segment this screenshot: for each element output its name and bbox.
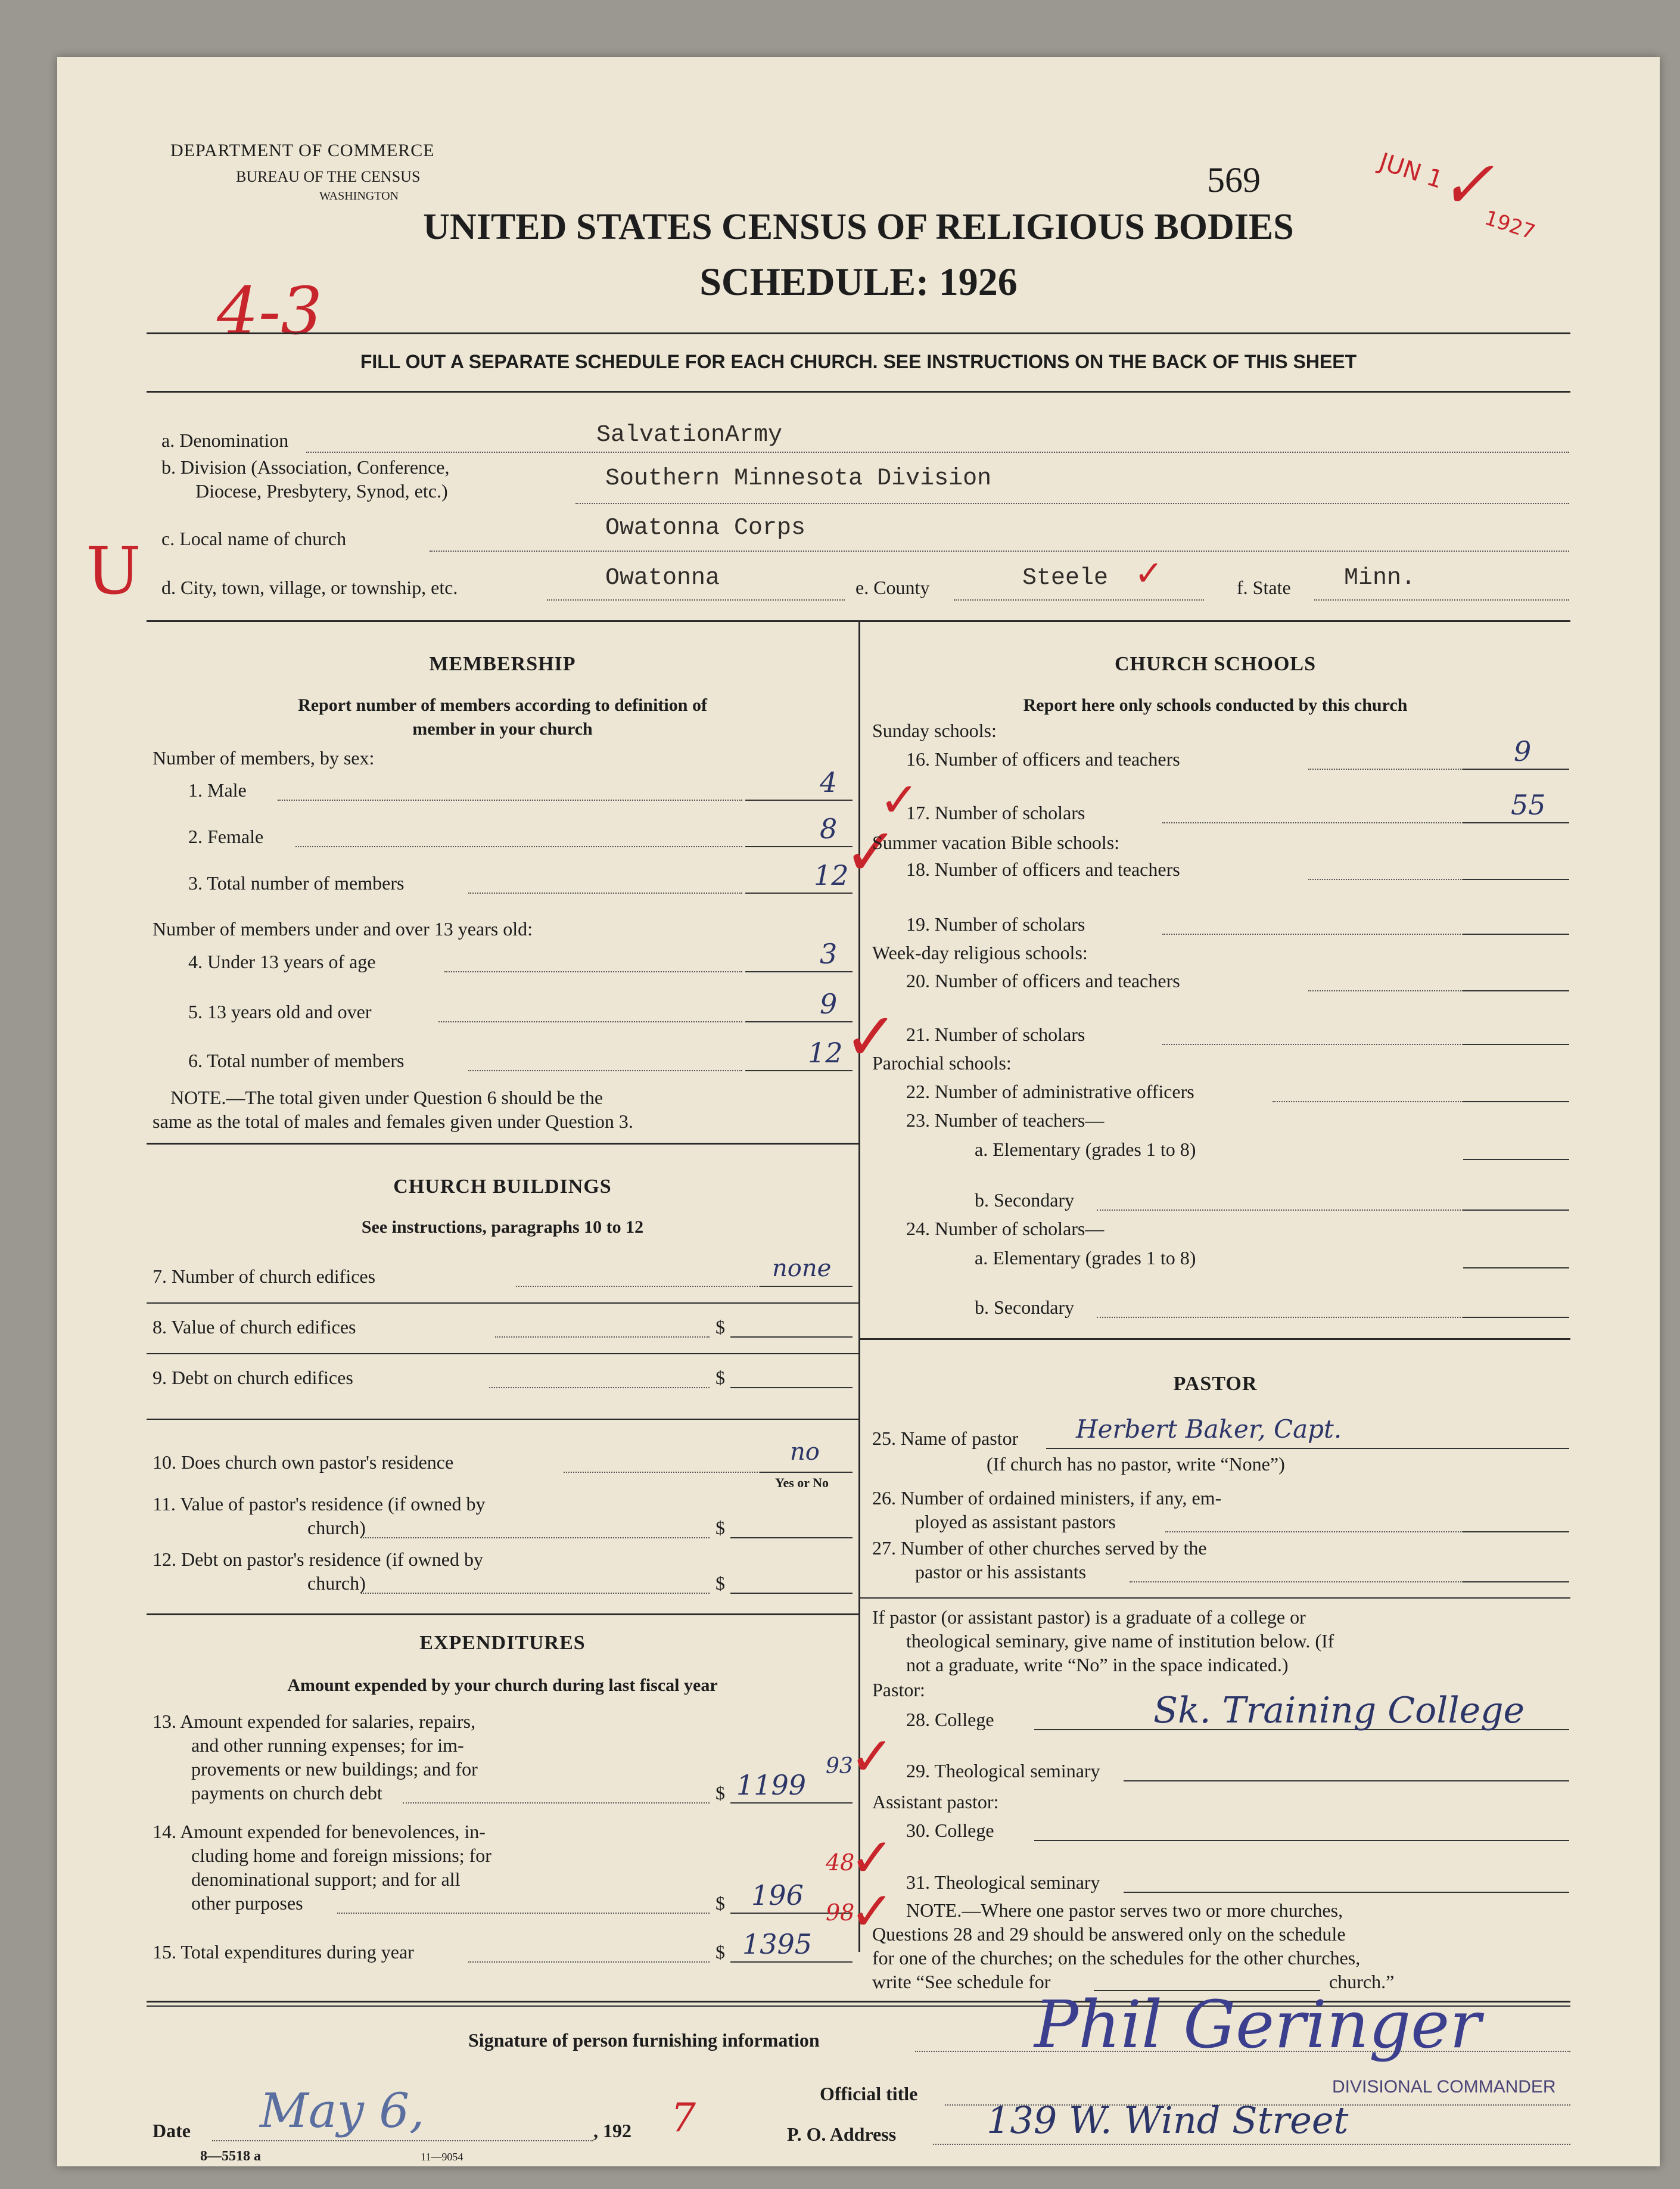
expenditures-sub: Amount expended by your church during last fiscal year xyxy=(287,1675,718,1695)
county-check: ✓ xyxy=(1134,554,1163,593)
bureau-city: WASHINGTON xyxy=(319,189,399,203)
q15-dollar: $ xyxy=(715,1941,725,1963)
census-form-sheet xyxy=(57,57,1660,2166)
pastor-name[interactable]: Herbert Baker, Capt. xyxy=(1076,1414,1342,1444)
pastor-note-3: for one of the churches; on the schedules for the other churches, xyxy=(872,1947,1361,1969)
year-digit[interactable]: 7 xyxy=(671,2095,696,2141)
q13-label-2: and other running expenses; for im- xyxy=(191,1734,464,1756)
q11-dollar: $ xyxy=(715,1517,725,1538)
received-stamp-year: 1927 xyxy=(1481,206,1538,245)
form-number: 569 xyxy=(1207,160,1261,200)
city-label: d. City, town, village, or township, etc. xyxy=(161,577,458,598)
q24a-label: a. Elementary (grades 1 to 8) xyxy=(975,1247,1196,1268)
church-schools-heading: CHURCH SCHOOLS xyxy=(1115,653,1316,675)
membership-note-1: NOTE.—The total given under Question 6 should be the xyxy=(170,1087,603,1108)
q14-answer[interactable]: 196 xyxy=(751,1879,804,1911)
dept-name: DEPARTMENT OF COMMERCE xyxy=(170,141,435,160)
q4-answer[interactable]: 3 xyxy=(820,938,838,970)
q10-answer[interactable]: no xyxy=(790,1438,820,1466)
form-code: 8—5518 a xyxy=(200,2148,261,2164)
by-sex-label: Number of members, by sex: xyxy=(153,747,375,769)
q5-label: 5. 13 years old and over xyxy=(188,1001,372,1022)
summer-schools-label: Summer vacation Bible schools: xyxy=(872,832,1120,853)
q31-label: 31. Theological seminary xyxy=(906,1871,1100,1893)
official-title-label: Official title xyxy=(820,2083,918,2104)
membership-sub-2: member in your church xyxy=(412,719,593,739)
q15-check: ✓ xyxy=(850,1883,895,1942)
handwritten-code: 4-3 xyxy=(217,273,323,349)
q13-check: ✓ xyxy=(850,1728,895,1787)
q14-check: ✓ xyxy=(850,1829,895,1888)
church-buildings-heading: CHURCH BUILDINGS xyxy=(393,1176,612,1198)
q14-dollar: $ xyxy=(715,1892,725,1914)
q17-label: 17. Number of scholars xyxy=(906,802,1085,823)
graduate-instruction-1: If pastor (or assistant pastor) is a graduate of a college or xyxy=(872,1606,1306,1628)
q8-dollar: $ xyxy=(715,1316,725,1338)
graduate-instruction-3: not a graduate, write “No” in the space indicated.) xyxy=(906,1654,1289,1675)
q16-answer[interactable]: 9 xyxy=(1514,735,1532,767)
q6-answer[interactable]: 12 xyxy=(808,1037,843,1069)
q1-label: 1. Male xyxy=(188,779,247,801)
q23a-label: a. Elementary (grades 1 to 8) xyxy=(975,1139,1196,1160)
weekday-schools-label: Week-day religious schools: xyxy=(872,942,1088,963)
separate-schedule-instruction: FILL OUT A SEPARATE SCHEDULE FOR EACH CHURCH. SEE INSTRUCTIONS ON THE BACK OF THIS SHEET xyxy=(360,351,1357,372)
red-check-mark: ✓ xyxy=(1439,147,1495,223)
division-label-2: Diocese, Presbytery, Synod, etc.) xyxy=(195,480,448,502)
q15-label: 15. Total expenditures during year xyxy=(153,1941,414,1963)
pastor-college[interactable]: Sk. Training College xyxy=(1153,1690,1525,1731)
parochial-schools-label: Parochial schools: xyxy=(872,1052,1012,1074)
q20-label: 20. Number of officers and teachers xyxy=(906,970,1180,991)
q12-label-2: church) xyxy=(307,1572,366,1594)
q23-label: 23. Number of teachers— xyxy=(906,1109,1105,1131)
q27-label-2: pastor or his assistants xyxy=(915,1561,1087,1582)
q13-label-4: payments on church debt xyxy=(191,1782,382,1804)
q11-label: 11. Value of pastor's residence (if owned by xyxy=(153,1493,486,1515)
q24-label: 24. Number of scholars— xyxy=(906,1218,1105,1239)
q12-dollar: $ xyxy=(715,1572,725,1594)
q2-answer[interactable]: 8 xyxy=(820,813,838,845)
local-name-label: c. Local name of church xyxy=(161,528,347,549)
q13-cents[interactable]: 93 xyxy=(826,1754,853,1778)
graduate-instruction-2: theological seminary, give name of institution below. (If xyxy=(906,1630,1334,1652)
q23b-label: b. Secondary xyxy=(975,1189,1075,1211)
membership-heading: MEMBERSHIP xyxy=(429,653,576,675)
po-address-label: P. O. Address xyxy=(787,2123,897,2145)
q9-dollar: $ xyxy=(715,1367,725,1388)
q21-label: 21. Number of scholars xyxy=(906,1024,1085,1045)
church-schools-sub: Report here only schools conducted by this church xyxy=(1023,695,1408,715)
expenditures-heading: EXPENDITURES xyxy=(419,1632,586,1654)
year-prefix: , 192 xyxy=(593,2120,631,2141)
q28-label: 28. College xyxy=(906,1709,994,1730)
q3-answer[interactable]: 12 xyxy=(814,859,849,891)
q4-label: 4. Under 13 years of age xyxy=(188,951,376,972)
q10-label: 10. Does church own pastor's residence xyxy=(153,1451,454,1473)
denomination-value[interactable]: SalvationArmy xyxy=(596,422,783,449)
q14-label-2: cluding home and foreign missions; for xyxy=(191,1845,491,1866)
local-name-value[interactable]: Owatonna Corps xyxy=(605,515,806,542)
q13-answer[interactable]: 1199 xyxy=(736,1769,807,1801)
pastor-note-2: Questions 28 and 29 should be answered only on the schedule xyxy=(872,1923,1346,1945)
county-label: e. County xyxy=(855,577,930,598)
q25-label: 25. Name of pastor xyxy=(872,1428,1019,1449)
schedule-title: SCHEDULE: 1926 xyxy=(699,260,1018,304)
city-value[interactable]: Owatonna xyxy=(605,565,720,592)
signature[interactable]: Phil Geringer xyxy=(1034,1986,1481,2063)
q30-label: 30. College xyxy=(906,1820,994,1841)
signature-label: Signature of person furnishing information xyxy=(468,2029,820,2051)
q1-answer[interactable]: 4 xyxy=(820,766,838,798)
q2-label: 2. Female xyxy=(188,826,264,847)
pastor-note-4: write “See schedule for xyxy=(872,1971,1051,1992)
q16-label: 16. Number of officers and teachers xyxy=(906,748,1180,770)
pastor-subheading: Pastor: xyxy=(872,1679,925,1700)
q13-dollar: $ xyxy=(715,1782,725,1804)
q3-check: ✓ xyxy=(844,816,899,889)
q26-label-2: ployed as assistant pastors xyxy=(915,1511,1116,1532)
q29-label: 29. Theological seminary xyxy=(906,1760,1100,1781)
official-title-value[interactable]: DIVISIONAL COMMANDER xyxy=(1332,2077,1556,2097)
county-value[interactable]: Steele xyxy=(1022,565,1109,592)
q25-note: (If church has no pastor, write “None”) xyxy=(987,1453,1285,1475)
q26-label: 26. Number of ordained ministers, if any, em- xyxy=(872,1487,1222,1509)
q14-label-4: other purposes xyxy=(191,1892,303,1914)
date-label: Date xyxy=(153,2120,191,2141)
q19-label: 19. Number of scholars xyxy=(906,913,1085,935)
received-stamp-date: JUN 1 xyxy=(1376,148,1446,194)
age-heading: Number of members under and over 13 years old: xyxy=(153,918,533,940)
po-address-value[interactable]: 139 W. Wind Street xyxy=(987,2098,1349,2142)
membership-note-2: same as the total of males and females given under Question 3. xyxy=(153,1111,633,1132)
q17-check: ✓ xyxy=(879,775,920,827)
q6-label: 6. Total number of members xyxy=(188,1050,405,1071)
pastor-note-5: church.” xyxy=(1329,1971,1395,1992)
membership-sub-1: Report number of members according to definition of xyxy=(298,695,707,715)
margin-mark: U xyxy=(86,533,141,609)
division-label: b. Division (Association, Conference, xyxy=(161,456,450,478)
q12-label: 12. Debt on pastor's residence (if owned by xyxy=(153,1549,483,1570)
yes-or-no-hint: Yes or No xyxy=(775,1475,829,1490)
q24b-label: b. Secondary xyxy=(975,1296,1075,1318)
state-label: f. State xyxy=(1237,577,1291,598)
q6-check: ✓ xyxy=(844,1001,899,1074)
q5-answer[interactable]: 9 xyxy=(820,988,838,1020)
q22-label: 22. Number of administrative officers xyxy=(906,1081,1194,1102)
q27-label: 27. Number of other churches served by the xyxy=(872,1537,1207,1559)
print-code: 11—9054 xyxy=(421,2151,463,2163)
q3-label: 3. Total number of members xyxy=(188,872,405,894)
q14-cents[interactable]: 48 xyxy=(826,1849,855,1876)
q13-label-3: provements or new buildings; and for xyxy=(191,1758,478,1780)
q15-cents[interactable]: 98 xyxy=(826,1899,855,1926)
bureau-name: BUREAU OF THE CENSUS xyxy=(236,168,421,185)
church-buildings-sub: See instructions, paragraphs 10 to 12 xyxy=(361,1217,644,1237)
sunday-schools-label: Sunday schools: xyxy=(872,720,997,741)
q18-label: 18. Number of officers and teachers xyxy=(906,859,1180,880)
assistant-pastor-subheading: Assistant pastor: xyxy=(872,1791,999,1812)
q8-label: 8. Value of church edifices xyxy=(153,1316,356,1338)
q7-label: 7. Number of church edifices xyxy=(153,1265,376,1287)
q13-label-1: 13. Amount expended for salaries, repairs, xyxy=(153,1711,476,1732)
q7-answer[interactable]: none xyxy=(772,1255,832,1282)
q9-label: 9. Debt on church edifices xyxy=(153,1367,353,1388)
state-value[interactable]: Minn. xyxy=(1344,565,1416,592)
q17-answer[interactable]: 55 xyxy=(1511,789,1546,821)
q15-answer[interactable]: 1395 xyxy=(742,1928,813,1960)
q14-label-1: 14. Amount expended for benevolences, in- xyxy=(153,1821,486,1842)
pastor-heading: PASTOR xyxy=(1173,1373,1258,1395)
q11-label-2: church) xyxy=(307,1517,366,1538)
denomination-label: a. Denomination xyxy=(161,430,289,451)
q14-label-3: denominational support; and for all xyxy=(191,1868,461,1890)
pastor-note-1: NOTE.—Where one pastor serves two or more churches, xyxy=(906,1899,1343,1921)
date-value[interactable]: May 6, xyxy=(260,2083,425,2138)
form-title: UNITED STATES CENSUS OF RELIGIOUS BODIES xyxy=(423,207,1294,247)
division-value[interactable]: Southern Minnesota Division xyxy=(605,465,992,492)
